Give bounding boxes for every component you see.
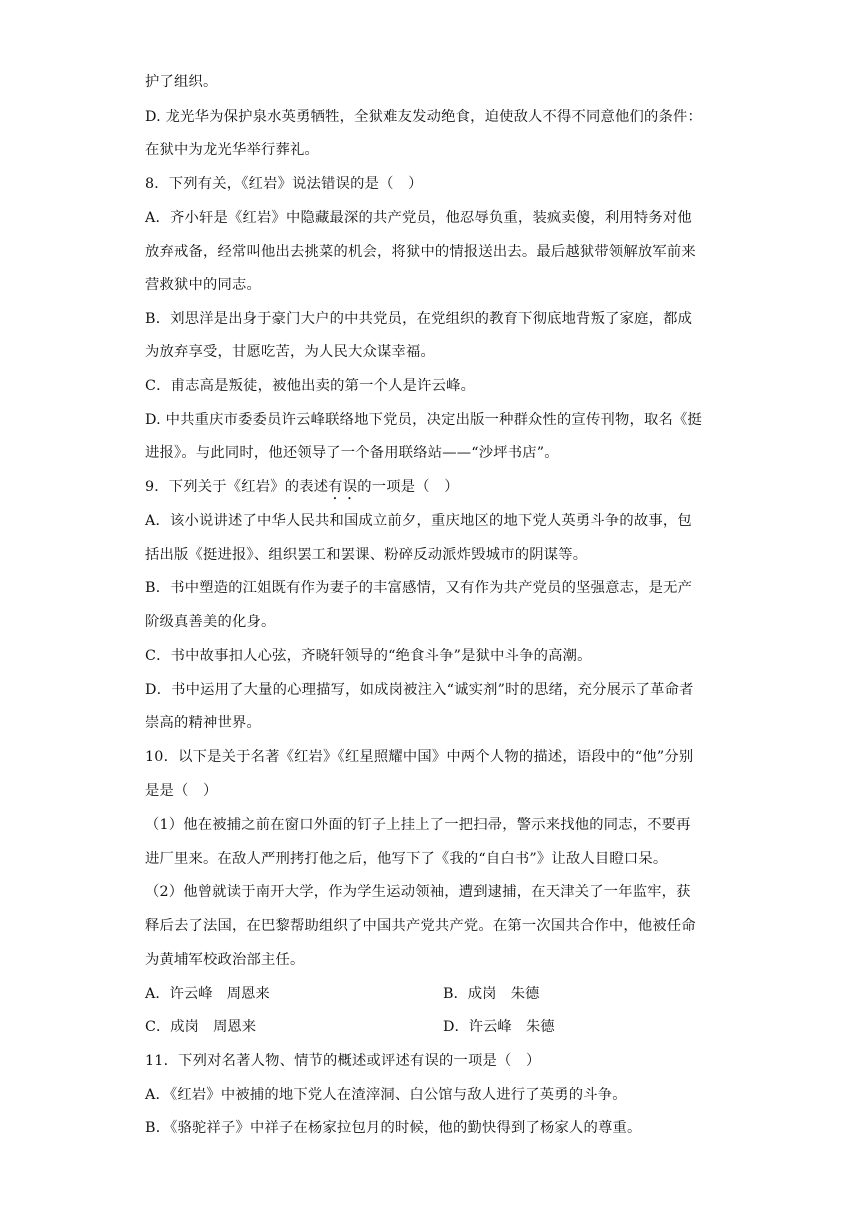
question-11: 11．下列对名著人物、情节的概述或评述有误的一项是（ ） [145, 1053, 541, 1069]
text-line: 进厂里来。在敌人严刑拷打他之后，他写下了《我的“自白书”》让敌人目瞪口呆。 [145, 851, 668, 867]
question-9 [145, 477, 459, 503]
option-8c: C．甫志高是叛徒，被他出卖的第一个人是许云峰。 [145, 378, 476, 394]
text-line: 释后去了法国，在巴黎帮助组织了中国共产党共产党。在第一次国共合作中，他被任命 [145, 918, 696, 934]
text-line: 在狱中为龙光华举行葬礼。 [145, 142, 319, 158]
passage-10-2: （2）他曾就读于南开大学，作为学生运动领袖，遭到逮捕，在天津关了一年监牢，获 [145, 884, 691, 900]
text-line: 营救狱中的同志。 [145, 277, 261, 293]
text-line: 是是（ ） [145, 783, 218, 799]
text-line: 为放弃享受，甘愿吃苦，为人民大众谋幸福。 [145, 344, 435, 360]
text-line: 护了组织。 [145, 74, 218, 90]
text-line: 为黄埔军校政治部主任。 [145, 952, 305, 968]
option-9d: D．书中运用了大量的心理描写，如成岗被注入“诚实剂”时的思绪，充分展示了革命者 [145, 682, 694, 698]
option-10c: C．成岗 周恩来 [145, 1019, 257, 1035]
text-line: 括出版《挺进报》、组织罢工和罢课、粉碎反动派炸毁城市的阴谋等。 [145, 547, 588, 563]
option-11a: A．《红岩》中被捕的地下党人在渣滓洞、白公馆与敌人进行了英勇的斗争。 [145, 1087, 627, 1103]
option-10b: B．成岗 朱德 [443, 986, 540, 1002]
option-10a: A．许云峰 周恩来 [145, 986, 270, 1002]
option-8a: A．齐小轩是《红岩》中隐藏最深的共产党员，他忍辱负重，装疯卖傻，利用特务对他 [145, 210, 692, 226]
text-line: 崇高的精神世界。 [145, 715, 261, 731]
option-9b: B．书中塑造的江姐既有作为妻子的丰富感情，又有作为共产党员的坚强意志，是无产 [145, 580, 693, 596]
option-10d: D．许云峰 朱德 [443, 1019, 555, 1035]
text-line: 阶级真善美的化身。 [145, 614, 276, 630]
option-11b: B．《骆驼祥子》中祥子在杨家拉包月的时候，他的勤快得到了杨家人的尊重。 [145, 1120, 642, 1136]
question-8: 8．下列有关，《红岩》说法错误的是（ ） [145, 176, 423, 192]
option-9c: C．书中故事扣人心弦，齐晓轩领导的“绝食斗争”是狱中斗争的高潮。 [145, 648, 592, 664]
option-8b: B．刘思洋是出身于豪门大户的中共党员，在党组织的教育下彻底地背叛了家庭，都成 [145, 311, 693, 327]
question-10: 10．以下是关于名著《红岩》《红星照耀中国》中两个人物的描述，语段中的“他”分别 [145, 749, 694, 765]
passage-10-1: （1）他在被捕之前在窗口外面的钉子上挂上了一把扫帚，警示来找他的同志，不要再 [145, 817, 691, 833]
option-8d: D. 中共重庆市委委员许云峰联络地下党员，决定出版一种群众性的宣传刊物，取名《挺 [145, 412, 703, 428]
text-line: 放弃戒备，经常叫他出去挑菜的机会，将狱中的情报送出去。最后越狱带领解放军前来 [145, 244, 696, 260]
question-9-before: 9．下列关于《红岩》的表述 [145, 479, 329, 495]
text-line: 进报》。与此同时，他还领导了一个备用联络站——“沙坪书店”。 [145, 445, 559, 461]
text-line: D. 龙光华为保护泉水英勇牺牲，全狱难友发动绝食，迫使敌人不得不同意他们的条件： [145, 109, 703, 125]
option-9a: A．该小说讲述了中华人民共和国成立前夕，重庆地区的地下党人英勇斗争的故事，包 [145, 513, 692, 529]
question-9-after: 的一项是（ ） [357, 479, 459, 495]
question-9-emphasis: 有误 [328, 479, 358, 495]
